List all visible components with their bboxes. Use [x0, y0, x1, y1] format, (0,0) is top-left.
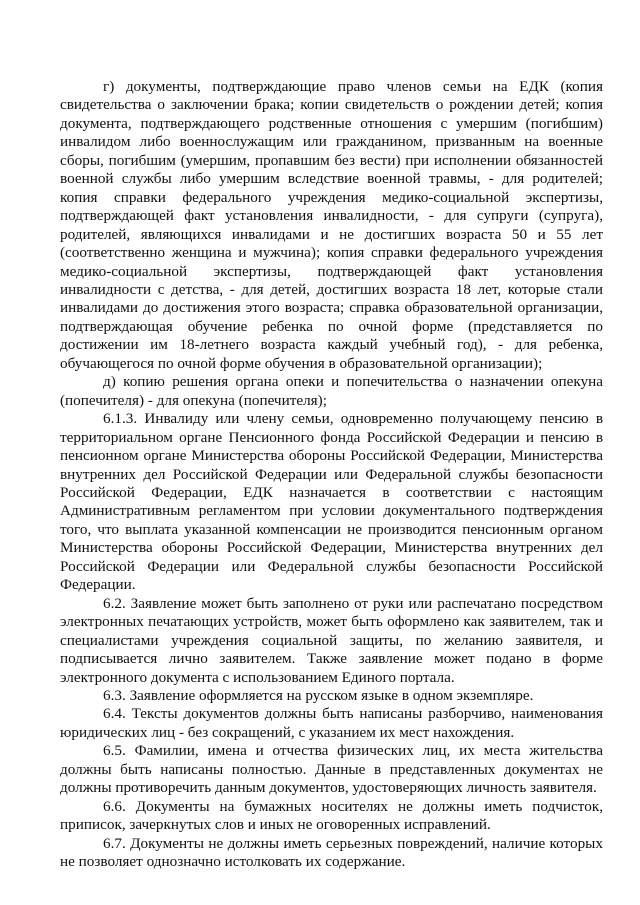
paragraph-6-6: 6.6. Документы на бумажных носителях не должны иметь подчисток, приписок, зачеркнутых слов и иных не оговоренных исправлений. [60, 797, 603, 834]
paragraph-6-3: 6.3. Заявление оформляется на русском языке в одном экземпляре. [103, 686, 534, 704]
paragraph-d-guardianship-decision: д) копию решения органа опеки и попечительства о назначении опекуна (попечителя) - для опекуна (попечителя); [60, 373, 603, 409]
paragraph-6-4: 6.4. Тексты документов должны быть написаны разборчиво, наименования юридических лиц - без сокращений, с указанием их мест нахождения. [60, 705, 603, 741]
paragraph-6-7: 6.7. Документы не должны иметь серьезных повреждений, наличие которых не позволяет однозначно истолковать их содержание. [60, 834, 603, 871]
paragraph-6-1-3: 6.1.3. Инвалиду или члену семьи, одновременно получающему пенсию в территориальном органе Пенсионного фонда Российской Федерации и пенсию в пенсионном органе Министерства обороны Российской Федерации, Министерства внутренних дел Российской Федерации или Федеральной службы безопасности Российской Федерации, ЕДК назначается в соответствии с настоящим Административным регламентом при условии документального подтверждения того, что выплата указанной компенсации не производится пенсионным органом Министерства обороны Российской Федерации, Министерства внутренних дел Российской Федерации или Федеральной службы безопасности Российской Федерации. [60, 410, 603, 594]
paragraph-6-5: 6.5. Фамилии, имена и отчества физических лиц, их места жительства должны быть написаны полностью. Данные в представленных документах не должны противоречить данным документов, удостоверяющих личность заявителя. [60, 742, 603, 797]
paragraph-6-2: 6.2. Заявление может быть заполнено от руки или распечатано посредством электронных печатающих устройств, может быть оформлено как заявителем, так и специалистами учреждения социальной защиты, по желанию заявителя, и подписывается лично заявителем. Также заявление может подано в форме электронного документа с использованием Единого портала. [60, 594, 603, 686]
paragraph-g-family-documents: г) документы, подтверждающие право членов семьи на ЕДК (копия свидетельства о заключении брака; копии свидетельств о рождении детей; копия документа, подтверждающего родственные отношения с умершим (погибшим) инвалидом либо военнослужащим или гражданином, призванным на военные сборы, погибшим (умершим, пропавшим без вести) при исполнении обязанностей военной службы либо умершим вследствие военной травмы, - для родителей; копия справки федерального учреждения медико-социальной экспертизы, подтверждающей факт установления инвалидности, - для супруги (супруга), родителей, являющихся инвалидами и не достигших возраста 50 и 55 лет (соответственно женщина и мужчина); копия справки федерального учреждения медико-социальной экспертизы, подтверждающей факт установления инвалидности с детства, - для детей, достигших возраста 18 лет, которые стали инвалидами до достижения этого возраста; справка образовательной организации, подтверждающая обучение ребенка по очной форме (представляется по достижении им 18-летнего возраста каждый учебный год), - для ребенка, обучающегося по очной форме обучения в образовательной организации); [60, 78, 603, 372]
